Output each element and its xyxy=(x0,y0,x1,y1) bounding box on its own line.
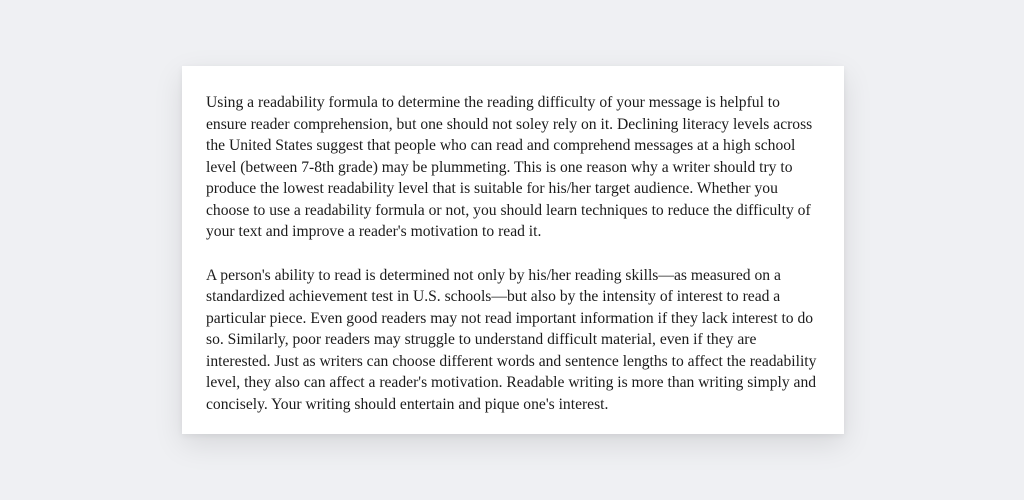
paragraph-reader-motivation: A person's ability to read is determined not only by his/her reading skills—as measured on a standardized achievement test in U.S. schools—but also by the intensity of interest to read a particular piece. Even good readers may not read important information if they lack interest to do so. Similarly, poor readers may struggle to understand difficult material, even if they are interested. Just as writers can choose different words and sentence lengths to affect the readability level, they also can affect a reader's motivation. Readable writing is more than writing simply and concisely. Your writing should entertain and pique one's interest. xyxy=(206,266,817,413)
paragraph-readability-formula: Using a readability formula to determine the reading difficulty of your message is helpful to ensure reader comprehension, but one should not soley rely on it. Declining literacy levels across the United States suggest that people who can read and comprehend messages at a high school level (between 7-8th grade) may be plummeting. This is one reason why a writer should try to produce the lowest readability level that is suitable for his/her target audience. Whether you choose to use a readability formula or not, you should learn techniques to reduce the difficulty of your text and improve a reader's motivation to read it. xyxy=(206,94,813,240)
text-card xyxy=(182,66,844,434)
